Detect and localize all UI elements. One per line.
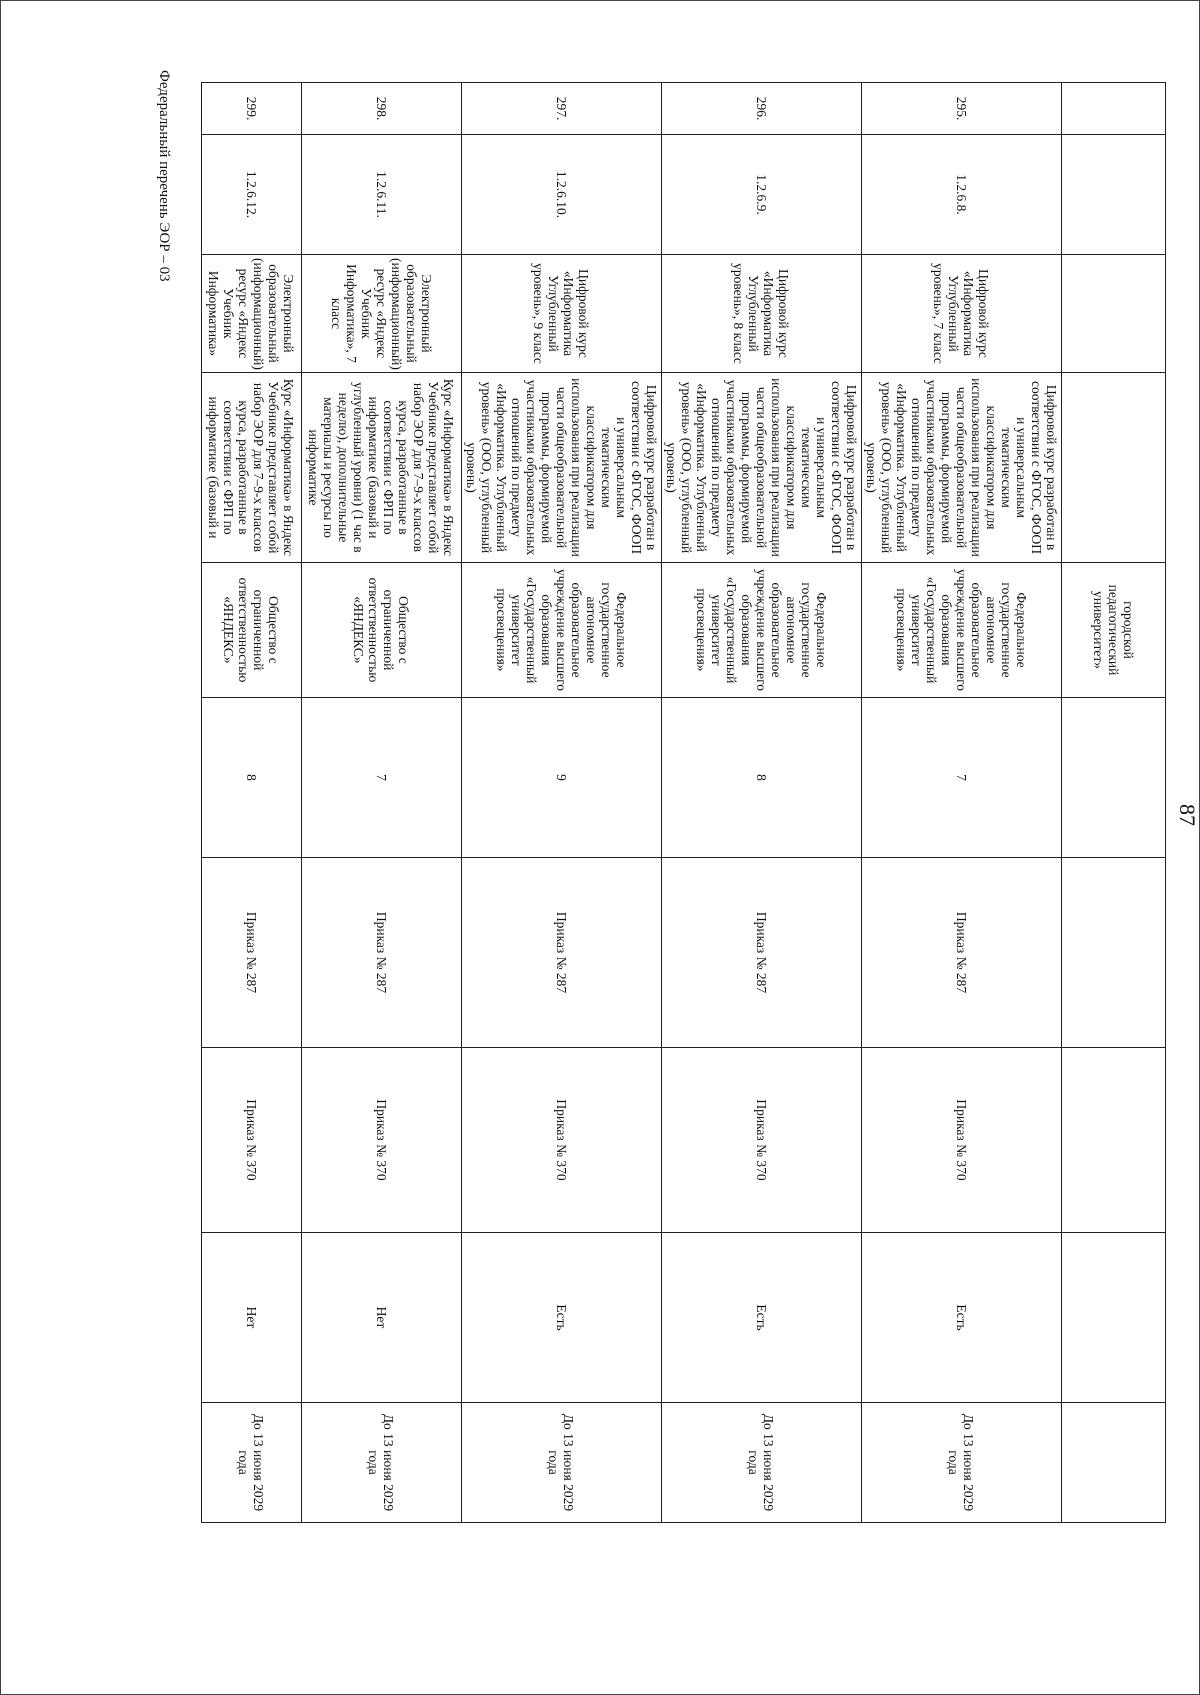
cell-order-287: Приказ № 287 <box>302 858 462 1048</box>
cell-desc: Цифровой курс разработан в соответствии с ФГОС, ФООП и универсальным тематическим классификатором для использования при реализации части общеобразовательной программы, формируемой участниками образовательных отношений по предмету «Информатика. Углубленный уровень» (ООО, углубленный уровень) <box>862 373 1062 563</box>
cell-org: Федеральное государственное автономное образовательное учреждение высшего образования «Государственный университет просвещения» <box>662 563 862 698</box>
cell-order-370: Приказ № 370 <box>462 1048 662 1233</box>
table-row <box>302 83 462 1523</box>
page-footer: Федеральный перечень ЭОР – 03 <box>156 70 172 282</box>
cell-name: Цифровой курс «Информатика Углубленный уровень», 8 класс <box>662 255 862 373</box>
cell-org: Федеральное государственное автономное образовательное учреждение высшего образования «Государственный университет просвещения» <box>462 563 662 698</box>
table-row <box>462 83 662 1523</box>
cell-order-370 <box>1062 1048 1166 1233</box>
cell-order-287: Приказ № 287 <box>462 858 662 1048</box>
cell-flag: Нет <box>202 1233 302 1403</box>
cell-grade: 8 <box>662 698 862 858</box>
table-row <box>662 83 862 1523</box>
cell-grade <box>1062 698 1166 858</box>
cell-desc: Курс «Информатика» в Яндекс Учебнике представляет собой набор ЭОР для 7–9-х классов курса, разработанные в соответствии с ФРП по информатике (базовый и углубленный уровни) (1 час в неделю), дополнительные материалы и ресурсы по информатике <box>302 373 462 563</box>
page-number: 87 <box>1175 804 1200 826</box>
cell-code: 1.2.6.9. <box>662 135 862 255</box>
cell-num: 299. <box>202 83 302 135</box>
cell-name <box>1062 255 1166 373</box>
cell-code: 1.2.6.12. <box>202 135 302 255</box>
table-row-carry <box>1062 83 1166 1523</box>
cell-code: 1.2.6.11. <box>302 135 462 255</box>
cell-term: До 13 июня 2029 года <box>202 1403 302 1523</box>
rotated-page <box>110 70 1200 1560</box>
cell-org: Общество с ограниченной ответственностью «ЯНДЕКС» <box>202 563 302 698</box>
cell-order-370: Приказ № 370 <box>662 1048 862 1233</box>
cell-flag: Есть <box>862 1233 1062 1403</box>
cell-order-370: Приказ № 370 <box>302 1048 462 1233</box>
cell-code <box>1062 135 1166 255</box>
cell-flag <box>1062 1233 1166 1403</box>
cell-num: 296. <box>662 83 862 135</box>
cell-order-287: Приказ № 287 <box>662 858 862 1048</box>
cell-grade: 8 <box>202 698 302 858</box>
cell-code: 1.2.6.10. <box>462 135 662 255</box>
cell-org: Федеральное государственное автономное образовательное учреждение высшего образования «Государственный университет просвещения» <box>862 563 1062 698</box>
cell-term: До 13 июня 2029 года <box>462 1403 662 1523</box>
cell-org: Общество с ограниченной ответственностью «ЯНДЕКС» <box>302 563 462 698</box>
cell-grade: 9 <box>462 698 662 858</box>
cell-num <box>1062 83 1166 135</box>
cell-num: 295. <box>862 83 1062 135</box>
cell-flag: Нет <box>302 1233 462 1403</box>
eor-table <box>201 82 1166 1523</box>
cell-name: Цифровой курс «Информатика Углубленный уровень», 7 класс <box>862 255 1062 373</box>
cell-grade: 7 <box>302 698 462 858</box>
table-row <box>862 83 1062 1523</box>
cell-order-287: Приказ № 287 <box>862 858 1062 1048</box>
cell-grade: 7 <box>862 698 1062 858</box>
cell-name: Электронный образовательный (информационный) ресурс «Яндекс Учебник Информатика», 7 класс <box>302 255 462 373</box>
cell-desc <box>1062 373 1166 563</box>
cell-num: 297. <box>462 83 662 135</box>
cell-name: Электронный образовательный (информационный) ресурс «Яндекс Учебник Информатика» <box>202 255 302 373</box>
cell-term <box>1062 1403 1166 1523</box>
cell-desc: Курс «Информатика» в Яндекс Учебнике представляет собой набор ЭОР для 7–9-х классов курса, разработанные в соответствии с ФРП по информатике (базовый и <box>202 373 302 563</box>
cell-org: городской педагогический университет» <box>1062 563 1166 698</box>
cell-term: До 13 июня 2029 года <box>862 1403 1062 1523</box>
cell-order-370: Приказ № 370 <box>862 1048 1062 1233</box>
cell-term: До 13 июня 2029 года <box>662 1403 862 1523</box>
cell-order-370: Приказ № 370 <box>202 1048 302 1233</box>
cell-term: До 13 июня 2029 года <box>302 1403 462 1523</box>
cell-code: 1.2.6.8. <box>862 135 1062 255</box>
cell-order-287: Приказ № 287 <box>202 858 302 1048</box>
cell-order-287 <box>1062 858 1166 1048</box>
cell-desc: Цифровой курс разработан в соответствии с ФГОС, ФООП и универсальным тематическим классификатором для использования при реализации части общеобразовательной программы, формируемой участниками образовательных отношений по предмету «Информатика. Углубленный уровень» (ООО, углубленный уровень) <box>662 373 862 563</box>
table-row <box>202 83 302 1523</box>
cell-flag: Есть <box>662 1233 862 1403</box>
cell-name: Цифровой курс «Информатика Углубленный уровень», 9 класс <box>462 255 662 373</box>
cell-flag: Есть <box>462 1233 662 1403</box>
cell-num: 298. <box>302 83 462 135</box>
cell-desc: Цифровой курс разработан в соответствии с ФГОС, ФООП и универсальным тематическим классификатором для использования при реализации части общеобразовательной программы, формируемой участниками образовательных отношений по предмету «Информатика. Углубленный уровень» (ООО, углубленный уровень) <box>462 373 662 563</box>
